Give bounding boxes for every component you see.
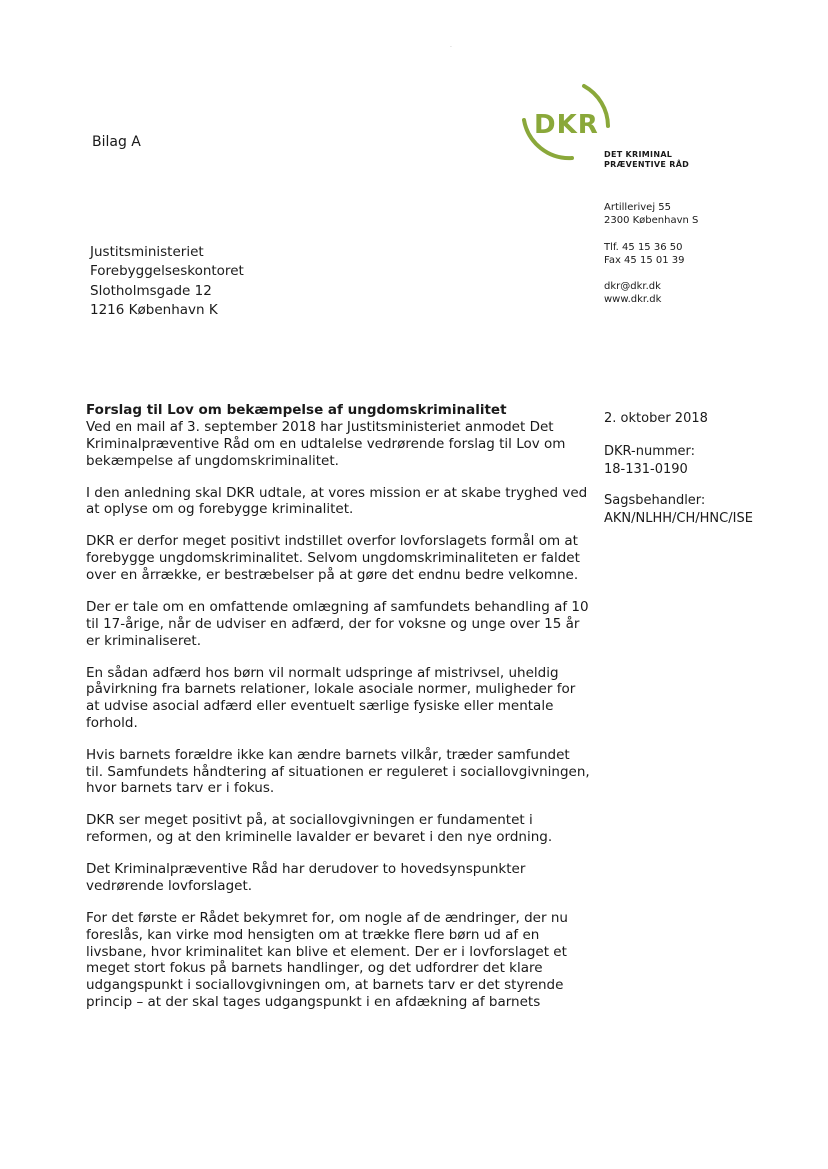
- paragraph: For det første er Rådet bekymret for, om nogle af de ændringer, der nu foreslås, kan virke mod hensigten om at trække flere børn ud af en livsbane, hvor kriminalitet kan blive et element. Der er i lovforslaget et meget stort fokus på barnets handlinger, og det udfordrer det klare udgangspunkt i sociallovgivningen om, at barnets tarv er det styrende princip – at der skal tages udgangspunkt i en afdækning af barnets: [86, 910, 568, 1011]
- dkr-number-value: 18-131-0190: [604, 461, 688, 477]
- website: www.dkr.dk: [604, 293, 662, 305]
- recipient-line: Justitsministeriet: [90, 244, 204, 260]
- dkr-logo-text: DKR: [534, 110, 599, 140]
- paragraph: Der er tale om en omfattende omlægning af samfundets behandling af 10 til 17-årige, når de udviser en adfærd, der for voksne og unge over 15 år er kriminaliseret.: [86, 598, 589, 649]
- phone-number: Tlf. 45 15 36 50: [604, 242, 683, 253]
- sender-address: [604, 202, 698, 227]
- recipient-line: Forebyggelseskontoret: [90, 263, 244, 280]
- case-handler-block: [604, 492, 753, 527]
- letter-body: [86, 402, 591, 1026]
- paragraph: I den anledning skal DKR udtale, at vores mission er at skabe tryghed ved at oplyse om og forebygge kriminalitet.: [86, 484, 588, 518]
- letter-title: Forslag til Lov om bekæmpelse af ungdomskriminalitet: [86, 402, 507, 418]
- paragraph: En sådan adfærd hos børn vil normalt udspringe af mistrivsel, uheldig påvirkning fra barnets relationer, lokale asociale normer, muligheder for at udvise asocial adfærd eller eventuelt særlige fysiske eller mentale forhold.: [86, 664, 576, 731]
- paragraph: DKR ser meget positivt på, at sociallovgivningen er fundamentet i reformen, og at den kriminelle lavalder er bevaret i den nye ordning.: [86, 812, 553, 846]
- recipient-line: Slotholmsgade 12: [90, 282, 212, 299]
- recipient-line: 1216 København K: [90, 301, 218, 318]
- fax-number: Fax 45 15 01 39: [604, 254, 685, 266]
- scan-dot: ·: [450, 44, 452, 51]
- recipient-address: [90, 243, 244, 320]
- letter-date: 2. oktober 2018: [604, 411, 708, 426]
- case-handler-value: AKN/NLHH/CH/HNC/ISE: [604, 510, 753, 526]
- case-handler-label: Sagsbehandler:: [604, 493, 706, 508]
- email-address: dkr@dkr.dk: [604, 281, 661, 292]
- paragraph: Hvis barnets forældre ikke kan ændre barnets vilkår, træder samfundet til. Samfundets håndtering af situationen er reguleret i sociallovgivningen, hvor barnets tarv er i fokus.: [86, 746, 590, 797]
- paragraph: Det Kriminalpræventive Råd har derudover to hovedsynspunkter vedrørende lovforslaget.: [86, 861, 526, 895]
- sender-phone: [604, 242, 685, 267]
- org-name-line1: DET KRIMINAL: [604, 150, 673, 159]
- sender-online: [604, 281, 661, 306]
- sender-street: Artillerivej 55: [604, 202, 672, 213]
- paragraph: Ved en mail af 3. september 2018 har Justitsministeriet anmodet Det Kriminalpræventive Råd om en udtalelse vedrørende forslag til Lov om bekæmpelse af ungdomskriminalitet.: [86, 419, 566, 469]
- org-name: [604, 150, 689, 170]
- paragraph: DKR er derfor meget positivt indstillet overfor lovforslagets formål om at forebygge ungdomskriminalitet. Selvom ungdomskriminaliteten er faldet over en årrække, er bestræbelser på at gøre det endnu bedre velkomne.: [86, 533, 580, 583]
- dkr-number-label: DKR-nummer:: [604, 444, 696, 459]
- org-name-line2: PRÆVENTIVE RÅD: [604, 160, 690, 169]
- attachment-label: Bilag A: [92, 134, 141, 150]
- sender-city: 2300 København S: [604, 214, 699, 226]
- dkr-number-block: [604, 443, 695, 478]
